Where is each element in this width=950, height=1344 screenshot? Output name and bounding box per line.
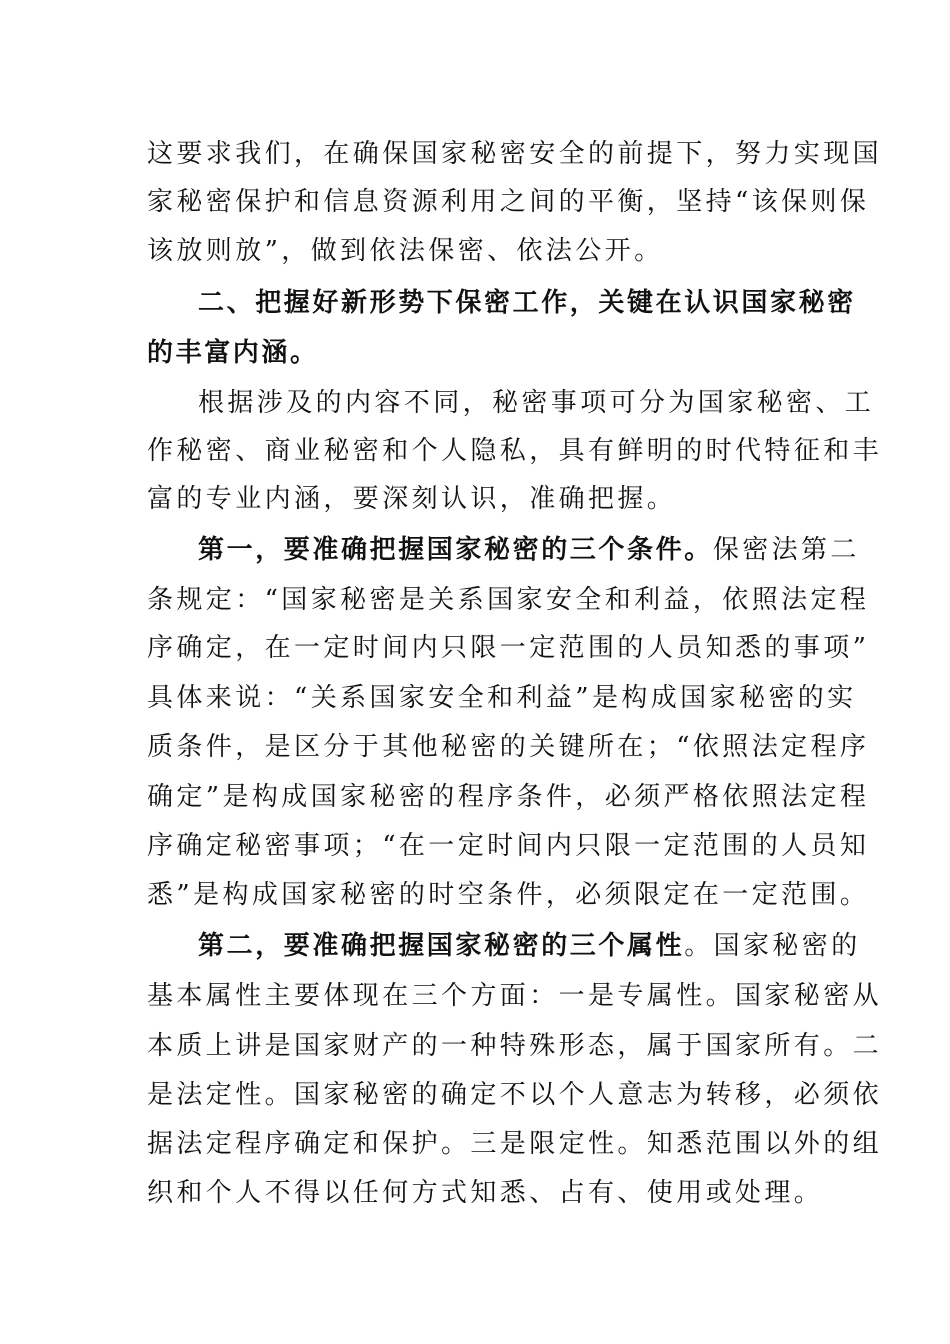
paragraph-line: 富的专业内涵，要深刻认识，准确把握。 [147, 484, 677, 514]
paragraph-text: 。国家秘密的 [684, 931, 861, 961]
paragraph-line: 序确定，在一定时间内只限一定范围的人员知悉的事项” [147, 633, 870, 663]
paragraph-line [198, 930, 861, 962]
paragraph-line: 条规定：“国家秘密是关系国家安全和利益，依照法定程 [147, 585, 870, 615]
section-heading: 二、把握好新形势下保密工作，关键在认识国家秘密 [198, 288, 856, 318]
paragraph-line: 基本属性主要体现在三个方面：一是专属性。国家秘密从 [147, 981, 883, 1011]
paragraph-line: 是法定性。国家秘密的确定不以个人意志为转移，必须依 [147, 1080, 883, 1110]
paragraph-line [198, 534, 860, 566]
paragraph-line: 这要求我们，在确保国家秘密安全的前提下，努力实现国 [147, 139, 883, 169]
paragraph-line: 该放则放”，做到依法保密、依法公开。 [147, 236, 664, 266]
paragraph-line: 确定”是构成国家秘密的程序条件，必须严格依照法定程 [147, 782, 870, 812]
emphasis-lead: 第二，要准确把握国家秘密的三个属性 [198, 931, 685, 961]
paragraph-line: 悉”是构成国家秘密的时空条件，必须限定在一定范围。 [147, 880, 870, 910]
paragraph-line: 序确定秘密事项；“在一定时间内只限一定范围的人员知 [147, 831, 870, 861]
paragraph-text: 保密法第二 [712, 535, 860, 565]
paragraph-line: 作秘密、商业秘密和个人隐私，具有鲜明的时代特征和丰 [147, 436, 883, 466]
paragraph-line: 具体来说：“关系国家安全和利益”是构成国家秘密的实 [147, 683, 857, 713]
emphasis-lead: 第一，要准确把握国家秘密的三个条件。 [198, 535, 713, 565]
paragraph-line: 家秘密保护和信息资源利用之间的平衡，坚持“该保则保 [147, 187, 870, 217]
section-heading: 的丰富内涵。 [147, 338, 319, 368]
paragraph-line: 本质上讲是国家财产的一种特殊形态，属于国家所有。二 [147, 1031, 883, 1061]
paragraph-line: 质条件，是区分于其他秘密的关键所在；“依照法定程序 [147, 732, 870, 762]
paragraph-line: 据法定程序确定和保护。三是限定性。知悉范围以外的组 [147, 1129, 883, 1159]
paragraph-line: 织和个人不得以任何方式知悉、占有、使用或处理。 [147, 1178, 824, 1208]
paragraph-line: 根据涉及的内容不同，秘密事项可分为国家秘密、工 [198, 388, 875, 418]
